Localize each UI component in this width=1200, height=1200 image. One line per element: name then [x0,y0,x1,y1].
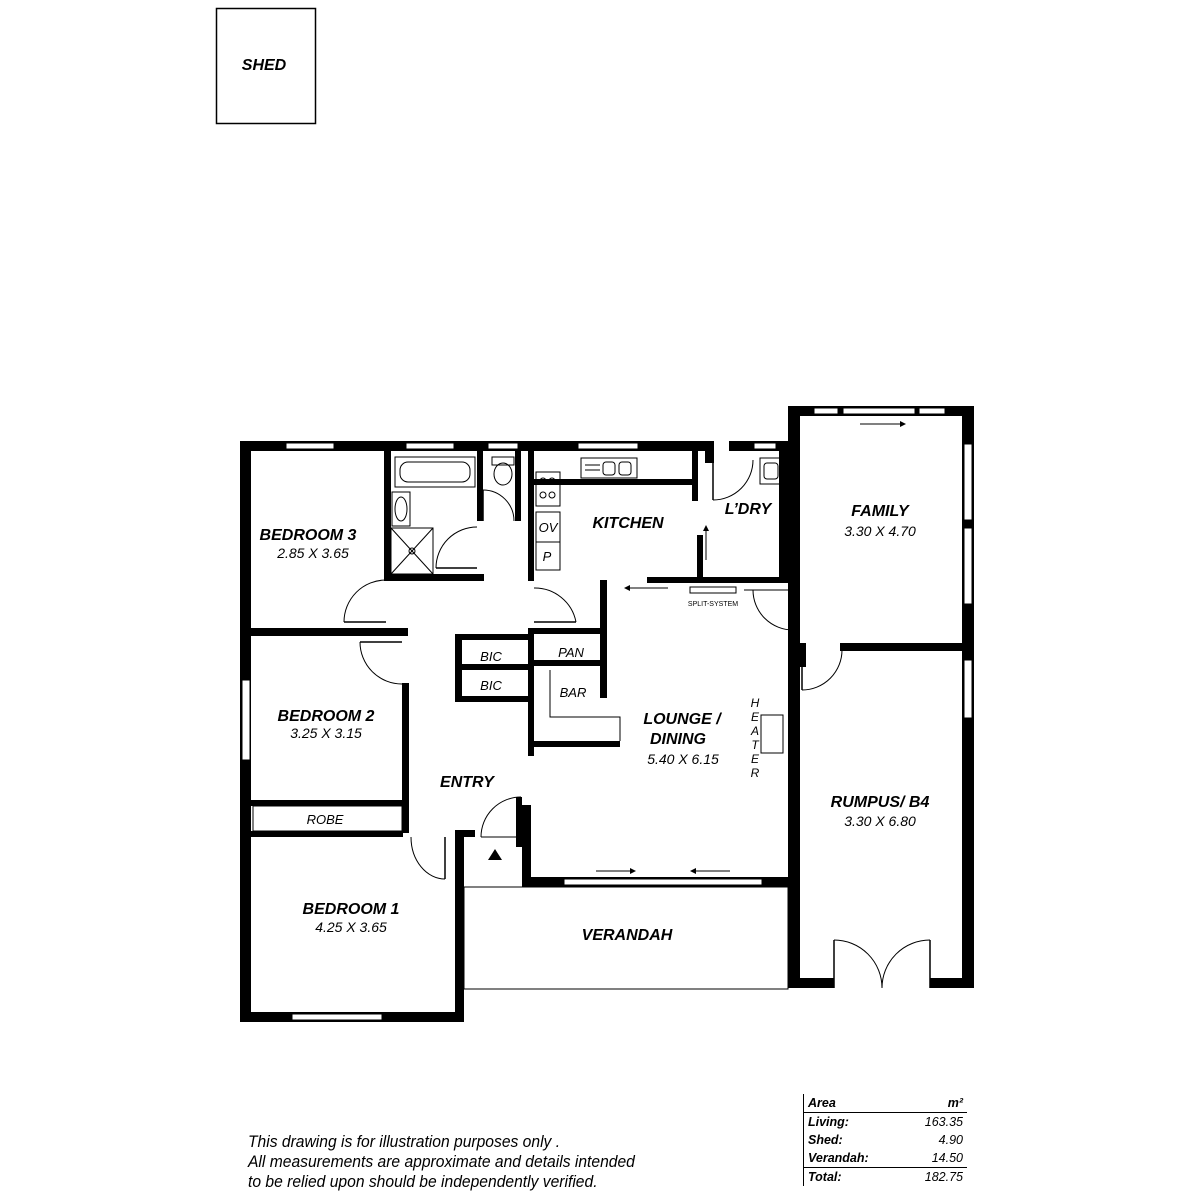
area-table-header [803,1094,967,1113]
bedroom2-label: BEDROOM 2 [277,708,375,725]
bedroom1-label: BEDROOM 1 [302,901,400,918]
lounge-label-line1: LOUNGE / [643,711,721,728]
pan-label: PAN [558,645,584,660]
area-row-label: Living: [808,1115,849,1129]
verandah-label: VERANDAH [581,927,673,944]
door-swings [344,460,930,988]
rumpus-label: RUMPUS/ B4 [830,794,930,811]
rumpus-dim: 3.30 X 6.80 [844,813,916,829]
bedroom3-label: BEDROOM 3 [259,527,357,544]
heater-letter: T [751,738,759,752]
family-dim: 3.30 X 4.70 [844,523,916,539]
lounge-label-line2: DINING [650,731,706,748]
bedroom3-dim: 2.85 X 3.65 [277,545,349,561]
area-header-label: Area [808,1096,836,1110]
area-row-label: Verandah: [808,1151,869,1165]
oven-label: OV [538,520,558,535]
area-row-verandah [803,1149,967,1167]
disclaimer-line: to be relied upon should be independently verified. [248,1172,598,1191]
area-total-label: Total: [808,1170,842,1184]
bedroom2-dim: 3.25 X 3.15 [290,725,362,741]
shed-label: SHED [241,57,287,74]
bic2-label: BIC [480,678,502,693]
kitchen-label: KITCHEN [592,515,664,532]
heater-letter: H [750,696,760,710]
entry-arrow-icon [488,849,502,860]
pantry-p-label: P [542,549,552,564]
lounge-dim: 5.40 X 6.15 [647,751,719,767]
disclaimer [248,1132,708,1192]
area-row-value: 163.35 [924,1115,963,1129]
bedroom1-dim: 4.25 X 3.65 [315,919,387,935]
area-row-label: Shed: [808,1133,843,1147]
laundry-label: L’DRY [724,501,772,518]
heater-letter: E [750,710,760,724]
area-total-value: 182.75 [924,1170,963,1184]
entry-label: ENTRY [440,774,494,791]
area-row-total [803,1167,967,1186]
disclaimer-line: All measurements are approximate and details intended [248,1152,635,1171]
area-row-value: 14.50 [931,1151,963,1165]
heater-label [750,696,760,780]
area-row-value: 4.90 [938,1133,963,1147]
robe-label: ROBE [306,812,344,827]
split-system-label: SPLIT-SYSTEM [687,601,739,608]
disclaimer-line: This drawing is for illustration purposes only . [248,1132,561,1151]
heater-letter: E [750,752,760,766]
bic1-label: BIC [480,649,502,664]
area-header-unit: m² [947,1096,963,1110]
bar-label: BAR [559,685,587,700]
area-table [803,1094,967,1186]
heater-letter: R [750,766,760,780]
family-label: FAMILY [851,503,909,520]
area-row-living [803,1113,967,1131]
heater-letter: A [750,724,760,738]
area-row-shed [803,1131,967,1149]
